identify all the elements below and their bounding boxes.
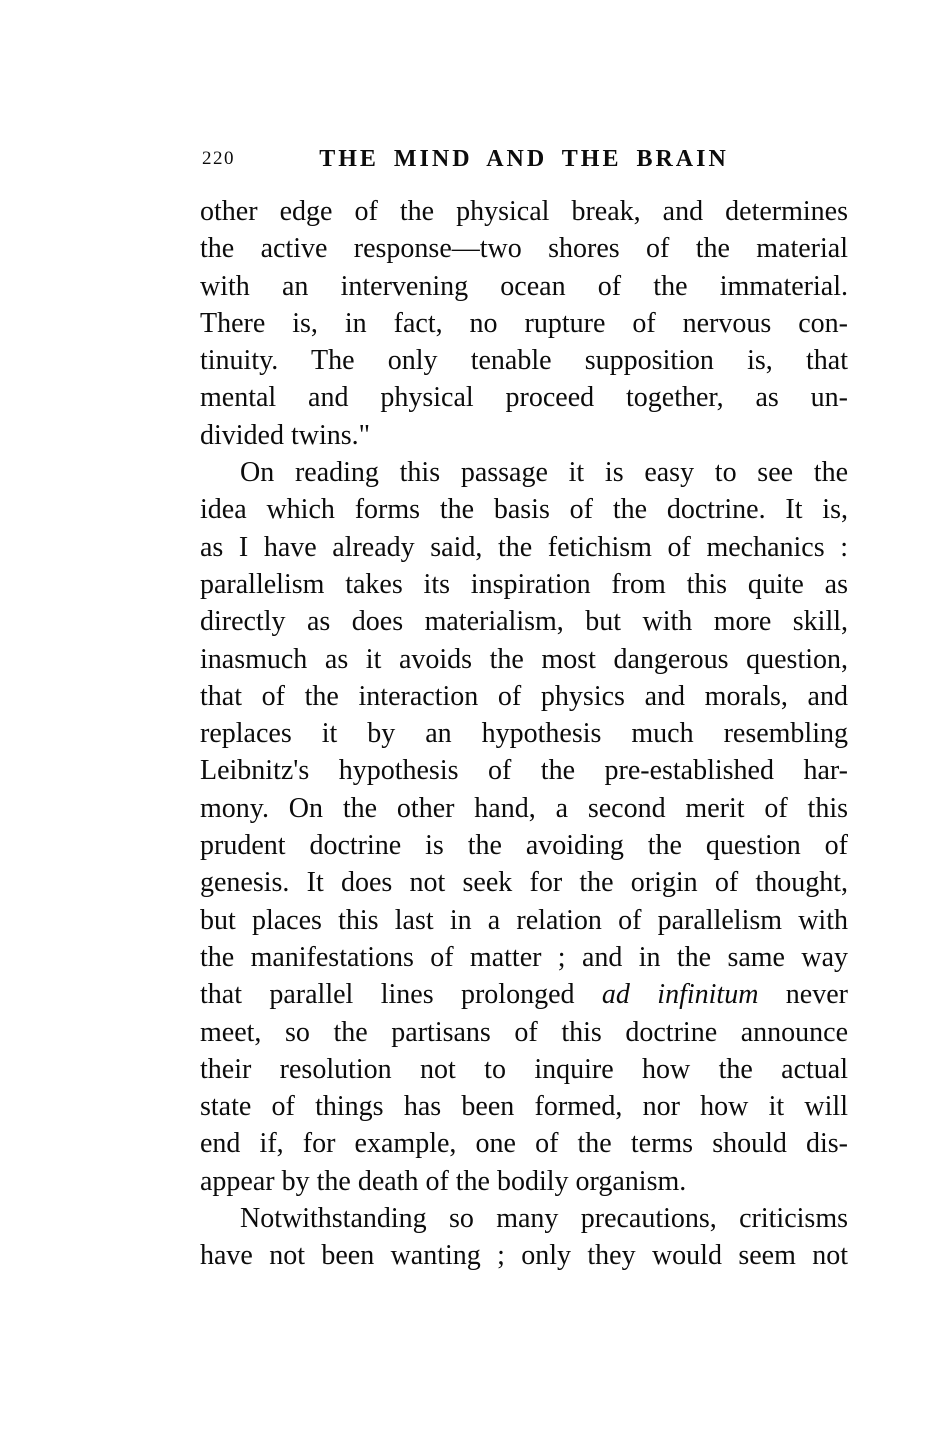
text-line: Notwithstanding so many precautions, criticisms [240, 1203, 848, 1235]
text-line: On reading this passage it is easy to see the [240, 457, 848, 489]
text-line: tinuity. The only tenable supposition is, that [200, 345, 848, 377]
text-line: state of things has been formed, nor how it will [200, 1091, 848, 1123]
text-line: divided twins." [200, 419, 371, 451]
text-line: idea which forms the basis of the doctrine. It is, [200, 494, 848, 526]
text-line: parallelism takes its inspiration from this quite as [200, 568, 848, 600]
text-line: their resolution not to inquire how the actual [200, 1053, 848, 1085]
text-column [200, 146, 848, 1275]
text-line: directly as does materialism, but with more skill, [200, 606, 848, 638]
text-line: genesis. It does not seek for the origin of thought, [200, 867, 848, 899]
text-line: There is, in fact, no rupture of nervous con- [200, 307, 848, 339]
italic-phrase: ad infinitum [601, 979, 759, 1011]
text-segment: never [758, 979, 848, 1011]
text-line: the active response—two shores of the material [200, 233, 848, 265]
text-line: inasmuch as it avoids the most dangerous question, [200, 643, 848, 675]
text-line: replaces it by an hypothesis much resembling [200, 718, 848, 750]
text-line: that of the interaction of physics and morals, and [200, 680, 848, 712]
running-title: THE MIND AND THE BRAIN [319, 146, 729, 172]
text-segment: that parallel lines prolonged [200, 979, 602, 1011]
text-line: have not been wanting ; only they would seem not [200, 1240, 848, 1272]
page-header [200, 146, 848, 172]
text-line: mental and physical proceed together, as un- [200, 382, 848, 414]
text-line: Leibnitz's hypothesis of the pre-established har- [200, 755, 848, 787]
text-line: as I have already said, the fetichism of mechanics : [200, 531, 848, 563]
text-line: appear by the death of the bodily organism. [200, 1165, 687, 1197]
text-line: prudent doctrine is the avoiding the question of [200, 830, 848, 862]
text-line [200, 976, 848, 1013]
page-body [200, 193, 848, 1275]
text-line: the manifestations of matter ; and in the same way [200, 941, 848, 973]
text-line: other edge of the physical break, and determines [200, 196, 848, 227]
text-line: with an intervening ocean of the immaterial. [200, 270, 848, 302]
text-line: meet, so the partisans of this doctrine announce [200, 1016, 848, 1048]
text-line: mony. On the other hand, a second merit of this [200, 792, 848, 824]
text-line: end if, for example, one of the terms should dis- [200, 1128, 848, 1160]
page-number: 220 [202, 148, 235, 169]
text-line: but places this last in a relation of parallelism with [200, 904, 848, 936]
